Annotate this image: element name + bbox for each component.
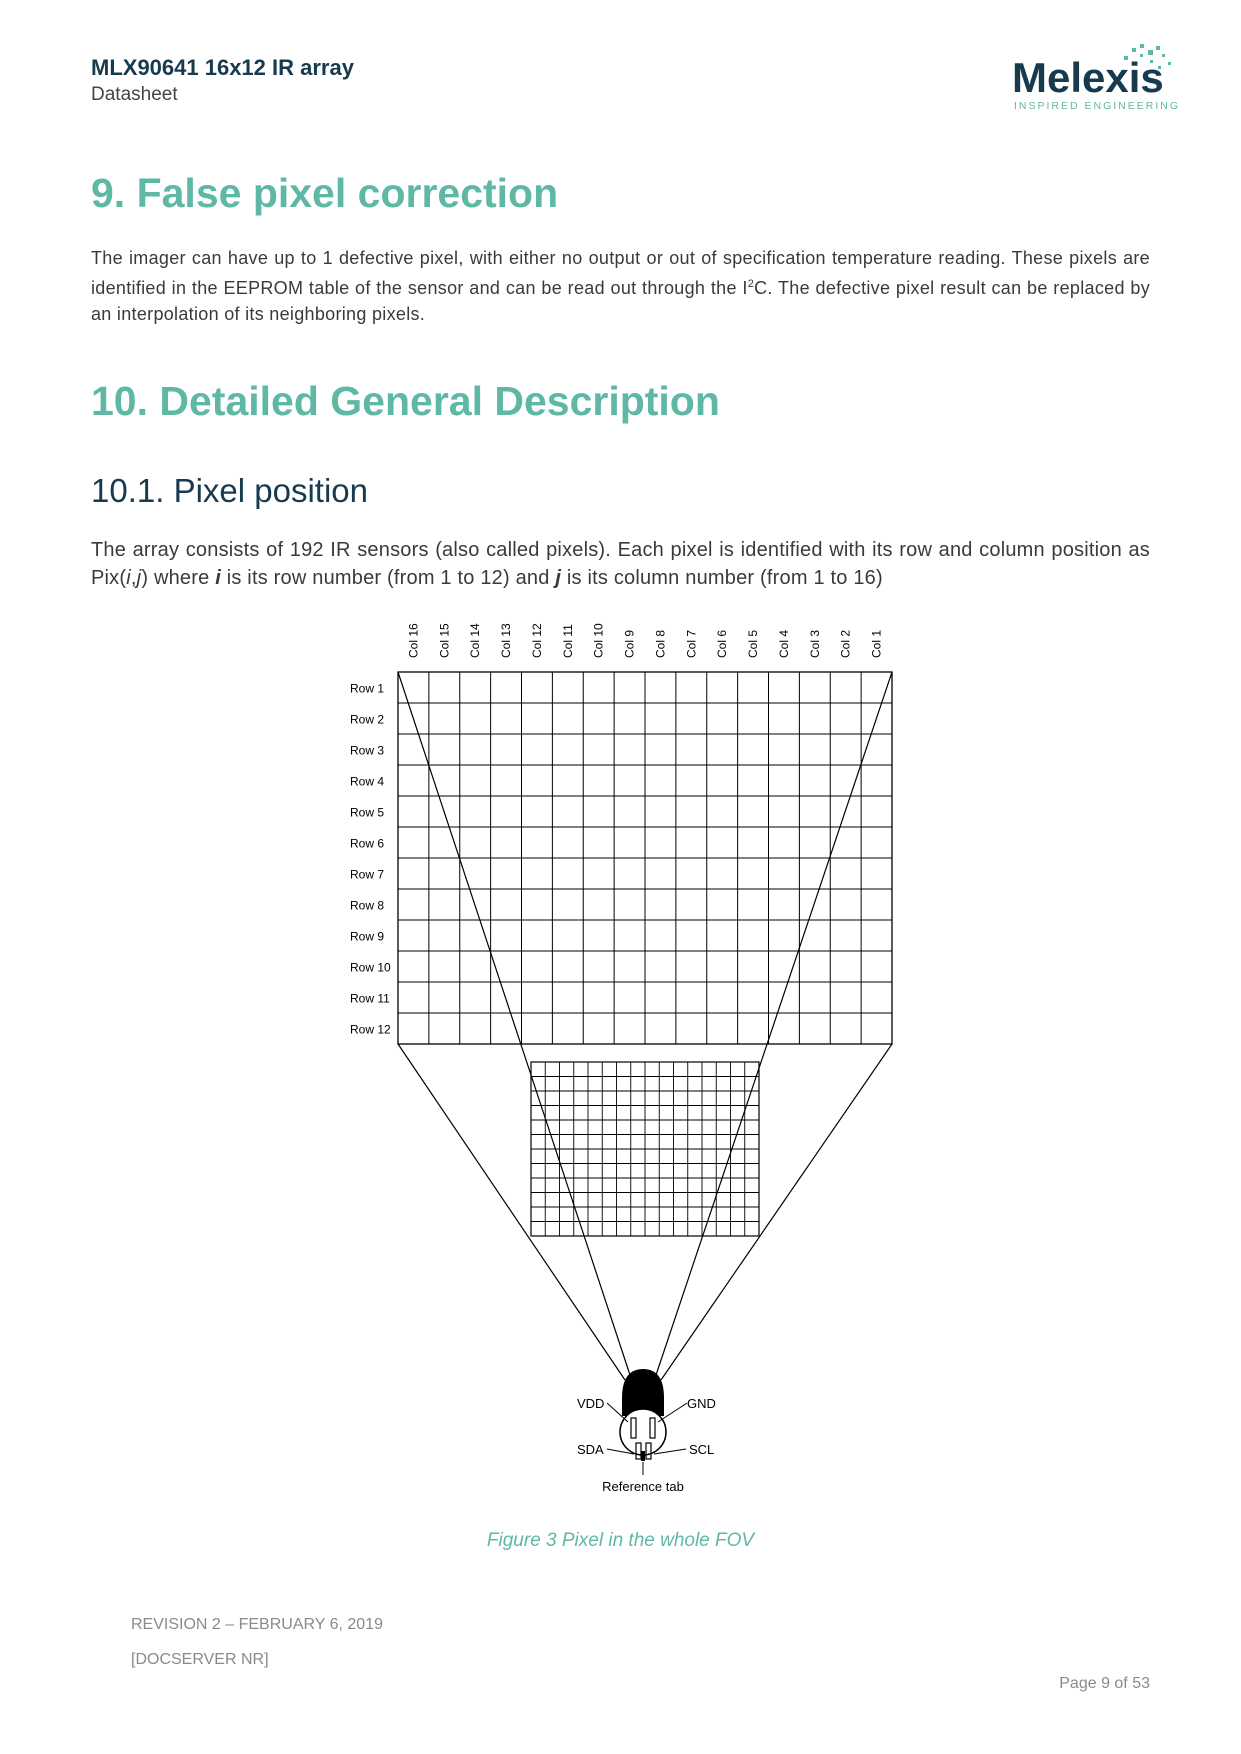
melexis-logo [1000, 40, 1200, 120]
section-9-heading: 9. False pixel correction [91, 170, 559, 216]
column-label: Col 8 [653, 629, 668, 658]
column-label: Col 2 [838, 629, 853, 658]
document-title: MLX90641 16x12 IR array [91, 55, 354, 80]
section-10-heading: 10. Detailed General Description [91, 378, 720, 424]
row-label: Row 10 [350, 960, 391, 975]
pixel-fov-figure [0, 600, 1241, 1520]
page-number: Page 9 of 53 [1059, 1675, 1150, 1692]
row-label: Row 4 [350, 774, 385, 789]
sensor-base-icon [620, 1409, 666, 1455]
gnd-label: GND [687, 1396, 716, 1411]
fov-line [661, 1044, 892, 1380]
column-label: Col 1 [869, 629, 884, 658]
document-subtitle: Datasheet [91, 84, 178, 105]
scl-label: SCL [689, 1442, 715, 1457]
column-label: Col 16 [406, 623, 421, 658]
column-label: Col 3 [807, 629, 822, 658]
pixel-position-paragraph: The array consists of 192 IR sensors (also called pixels). Each pixel is identified with its row and column position as Pix(i,j) where i is its row number (from 1 to 12) and j is its column number (from 1 to 16) [91, 539, 1150, 589]
row-labels [350, 682, 391, 1037]
column-label: Col 10 [591, 623, 606, 658]
column-label: Col 15 [437, 623, 452, 658]
revision-text: REVISION 2 – FEBRUARY 6, 2019 [131, 1616, 383, 1633]
column-label: Col 7 [684, 629, 699, 658]
sda-label: SDA [577, 1442, 604, 1457]
pixel-grid [398, 672, 892, 1044]
vdd-label: VDD [577, 1396, 605, 1411]
logo-tagline: INSPIRED ENGINEERING [1014, 100, 1181, 112]
column-label: Col 4 [776, 629, 791, 658]
fov-line [398, 1044, 625, 1380]
row-label: Row 7 [350, 867, 385, 882]
column-label: Col 11 [560, 624, 575, 658]
column-label: Col 13 [499, 623, 514, 658]
column-label: Col 14 [468, 623, 483, 658]
row-label: Row 1 [350, 681, 385, 696]
reference-tab-icon [641, 1451, 645, 1461]
row-label: Row 8 [350, 898, 385, 913]
section-9-paragraph: The imager can have up to 1 defective pixel, with either no output or out of specification temperature reading. These pixels are identified in the EEPROM table of the sensor and can be read out through the $I^2C$. The defective pixel result can be replaced by an interpolation of its neighboring pixels. [91, 248, 1150, 324]
logo-wordmark: Melexis [1012, 54, 1164, 101]
row-label: Row 12 [350, 1022, 391, 1037]
figure-caption: Figure 3 Pixel in the whole FOV [486, 1530, 755, 1551]
row-label: Row 9 [350, 929, 385, 944]
column-label: Col 12 [529, 623, 544, 658]
column-label: Col 9 [622, 629, 637, 658]
row-label: Row 11 [350, 991, 390, 1006]
column-labels [406, 623, 883, 658]
row-label: Row 2 [350, 712, 385, 727]
fov-line [398, 672, 630, 1375]
row-label: Row 5 [350, 805, 385, 820]
column-label: Col 6 [715, 629, 730, 658]
column-label: Col 5 [746, 629, 761, 658]
reference-tab-label: Reference tab [602, 1479, 684, 1494]
section-10-1-heading: 10.1. Pixel position [91, 472, 369, 509]
row-label: Row 3 [350, 743, 385, 758]
sensor-array-grid [531, 1062, 759, 1236]
fov-line [656, 672, 892, 1375]
row-label: Row 6 [350, 836, 385, 851]
docserver-text: [DOCSERVER NR] [131, 1651, 269, 1668]
sensor-package [577, 1369, 716, 1494]
